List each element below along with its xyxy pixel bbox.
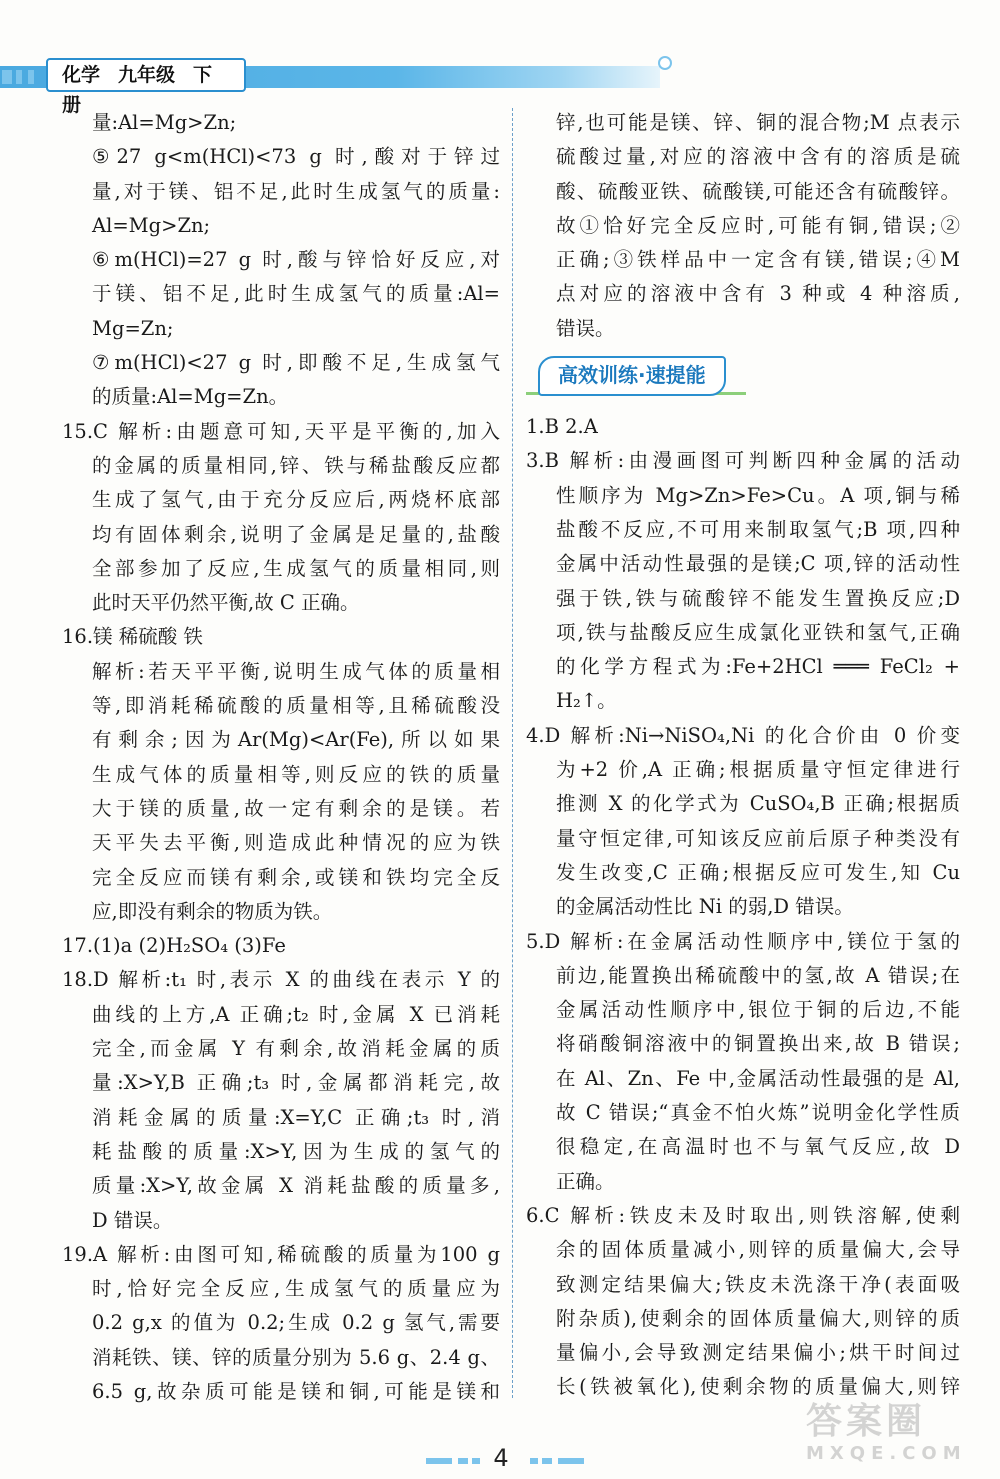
text-line: 的金属的质量相同,锌、铁与稀盐酸反应都 — [92, 453, 500, 477]
text-line: 金属活动性顺序中,银位于铜的后边,不能 — [556, 998, 960, 1022]
text-line: 3.B 解析:由漫画图可判断四种金属的活动 — [526, 449, 960, 473]
text-line: 有剩余;因为Ar(Mg)<Ar(Fe),所以如果 — [92, 728, 500, 752]
text-line: 为+2 价,A 正确;根据质量守恒定律进行 — [556, 758, 960, 782]
text-line: 量:X>Y,B 正确;t₃ 时,金属都消耗完,故 — [92, 1071, 500, 1095]
text-line: 19.A 解析:由图可知,稀硫酸的质量为100 g — [62, 1242, 500, 1266]
header-square-icon — [2, 70, 12, 84]
text-line: H₂↑。 — [556, 689, 617, 713]
text-line: 天平失去平衡,则造成此种情况的应为铁 — [92, 831, 500, 855]
footer-bar-icon — [426, 1458, 452, 1464]
text-line: 正确。 — [556, 1169, 615, 1193]
text-line: 18.D 解析:t₁ 时,表示 X 的曲线在表示 Y 的 — [62, 968, 500, 992]
header-square-icon — [16, 70, 22, 84]
text-line: 0.2 g,x 的值为 0.2;生成 0.2 g 氢气,需要 — [92, 1311, 500, 1335]
text-line: Mg=Zn; — [92, 316, 174, 340]
text-line: 很稳定,在高温时也不与氧气反应,故 D — [556, 1135, 960, 1159]
text-line: 生成气体的质量相等,则反应的铁的质量 — [92, 762, 500, 786]
text-line: 此时天平仍然平衡,故 C 正确。 — [92, 591, 360, 615]
text-line: 于镁、铝不足,此时生成氢气的质量:Al= — [92, 282, 500, 306]
watermark-url: MXQE.COM — [806, 1443, 967, 1464]
text-line: 完全,而金属 Y 有剩余,故消耗金属的质 — [92, 1037, 500, 1061]
text-line: 在 Al、Zn、Fe 中,金属活动性最强的是 Al, — [556, 1066, 960, 1090]
text-line: 1.B 2.A — [526, 415, 598, 439]
text-line: 附杂质),使剩余的固体质量偏大,则锌的质 — [556, 1306, 960, 1330]
text-line: 酸、硫酸亚铁、硫酸镁,可能还含有硫酸锌。 — [556, 179, 960, 203]
text-line: 量偏小,会导致测定结果偏小;烘干时间过 — [556, 1341, 960, 1365]
text-line: 6.5 g,故杂质可能是镁和铜,可能是镁和 — [92, 1379, 500, 1403]
text-line: 前边,能置换出稀硫酸中的氢,故 A 错误;在 — [556, 963, 960, 987]
left-column — [62, 106, 500, 1409]
text-line: 正确;③铁样品中一定含有镁,错误;④M — [556, 248, 960, 272]
text-line: 等,即消耗稀硫酸的质量相等,且稀硫酸没 — [92, 694, 500, 718]
text-line: 消耗铁、镁、锌的质量分别为 5.6 g、2.4 g、 — [92, 1345, 500, 1369]
text-line: 量,对于镁、铝不足,此时生成氢气的质量: — [92, 179, 500, 203]
text-line: 致测定结果偏大;铁皮未洗涤干净(表面吸 — [556, 1272, 960, 1296]
section-heading — [526, 354, 960, 398]
footer-bar-icon — [530, 1458, 538, 1464]
header-label — [46, 58, 246, 116]
text-line: 故①恰好完全反应时,可能有铜,错误;② — [556, 213, 960, 237]
footer-bar-icon — [472, 1458, 480, 1464]
text-line: 长(铁被氧化),使剩余物的质量偏大,则锌 — [556, 1375, 960, 1399]
text-line: 4.D 解析:Ni→NiSO₄,Ni 的化合价由 0 价变 — [526, 723, 960, 747]
text-line: 耗盐酸的质量:X>Y,因为生成的氢气的 — [92, 1139, 500, 1163]
text-line: 锌,也可能是镁、锌、铜的混合物;M 点表示 — [556, 111, 960, 134]
text-line: 推测 X 的化学式为 CuSO₄,B 正确;根据质 — [556, 792, 960, 816]
footer-bar-icon — [542, 1458, 552, 1464]
text-line: 消耗金属的质量:X=Y,C 正确;t₃ 时,消 — [92, 1105, 500, 1129]
text-line: 金属中活动性最强的是镁;C 项,锌的活动性 — [556, 552, 960, 576]
text-line: 曲线的上方,A 正确;t₂ 时,金属 X 已消耗 — [92, 1002, 500, 1026]
text-line: 将硝酸铜溶液中的铜置换出来,故 B 错误; — [556, 1032, 960, 1056]
text-line: 强于铁,铁与硫酸锌不能发生置换反应;D — [556, 586, 960, 610]
section-title: 高效训练·速提能 — [538, 356, 726, 396]
page-header — [0, 58, 1000, 116]
footer-bar-icon — [458, 1458, 468, 1464]
text-line: 发生改变,C 正确;根据反应可发生,知 Cu — [556, 860, 960, 884]
text-line: 项,铁与盐酸反应生成氯化亚铁和氢气,正确 — [556, 620, 960, 644]
text-line: 故 C 错误;“真金不怕火炼”说明金化学性质 — [556, 1101, 960, 1125]
text-line: 错误。 — [556, 316, 615, 340]
header-subject: 化学 — [62, 64, 101, 86]
text-line: 性顺序为 Mg>Zn>Fe>Cu。A 项,铜与稀 — [556, 483, 960, 507]
text-line: 应,即没有剩余的物质为铁。 — [92, 899, 333, 923]
text-line: 余的固体质量减小,则锌的质量偏大,会导 — [556, 1238, 960, 1262]
text-line: 15.C 解析:由题意可知,天平是平衡的,加入 — [62, 419, 500, 443]
column-divider — [512, 108, 513, 1398]
text-line: ⑥m(HCl)=27 g 时,酸与锌恰好反应,对 — [92, 248, 500, 272]
text-line: 的金属活动性比 Ni 的弱,D 错误。 — [556, 895, 854, 919]
text-line: ⑦m(HCl)<27 g 时,即酸不足,生成氢气 — [92, 351, 500, 375]
text-line: D 错误。 — [92, 1208, 173, 1232]
text-line: 解析:若天平平衡,说明生成气体的质量相 — [92, 659, 500, 683]
text-line: 点对应的溶液中含有 3 种或 4 种溶质, — [556, 282, 960, 306]
text-line: 均有固体剩余,说明了金属是足量的,盐酸 — [92, 522, 500, 546]
text-line: ⑤27 g<m(HCl)<73 g 时,酸对于锌过 — [92, 145, 500, 169]
header-grade: 九年级 — [118, 64, 176, 86]
header-dot-icon — [658, 56, 672, 70]
text-line: 量:Al=Mg>Zn; — [92, 111, 237, 134]
right-column-bottom — [526, 410, 960, 1405]
header-square-icon — [28, 70, 34, 84]
right-column — [526, 106, 960, 1405]
text-line: 全部参加了反应,生成氢气的质量相同,则 — [92, 556, 500, 580]
text-line: 的质量:Al=Mg=Zn。 — [92, 385, 289, 409]
watermark-text: 答案圈 — [806, 1401, 927, 1442]
text-line: 大于镁的质量,故一定有剩余的是镁。若 — [92, 796, 500, 820]
page-number: 4 — [493, 1444, 509, 1472]
text-line: 盐酸不反应,不可用来制取氢气;B 项,四种 — [556, 517, 960, 541]
footer-bar-icon — [558, 1458, 584, 1464]
text-line: 完全反应而镁有剩余,或镁和铁均完全反 — [92, 865, 500, 889]
text-line: 5.D 解析:在金属活动性顺序中,镁位于氢的 — [526, 929, 960, 953]
watermark-logo — [806, 1402, 986, 1470]
text-line: 的化学方程式为:Fe+2HCl ═══ FeCl₂ + — [556, 655, 960, 679]
text-line: 17.(1)a (2)H₂SO₄ (3)Fe — [62, 934, 286, 958]
text-line: 量守恒定律,可知该反应前后原子种类没有 — [556, 826, 960, 850]
right-column-top — [526, 106, 960, 346]
text-line: 6.C 解析:铁皮未及时取出,则铁溶解,使剩 — [526, 1203, 960, 1227]
text-line: 生成了氢气,由于充分反应后,两烧杯底部 — [92, 488, 500, 512]
text-line: Al=Mg>Zn; — [92, 213, 211, 237]
text-line: 时,恰好完全反应,生成氢气的质量应为 — [92, 1277, 500, 1301]
text-line: 硫酸过量,对应的溶液中含有的溶质是硫 — [556, 145, 960, 169]
text-line: 16.镁 稀硫酸 铁 — [62, 625, 203, 649]
header-volume: 下册 — [62, 64, 213, 116]
text-line: 质量:X>Y,故金属 X 消耗盐酸的质量多, — [92, 1174, 500, 1198]
